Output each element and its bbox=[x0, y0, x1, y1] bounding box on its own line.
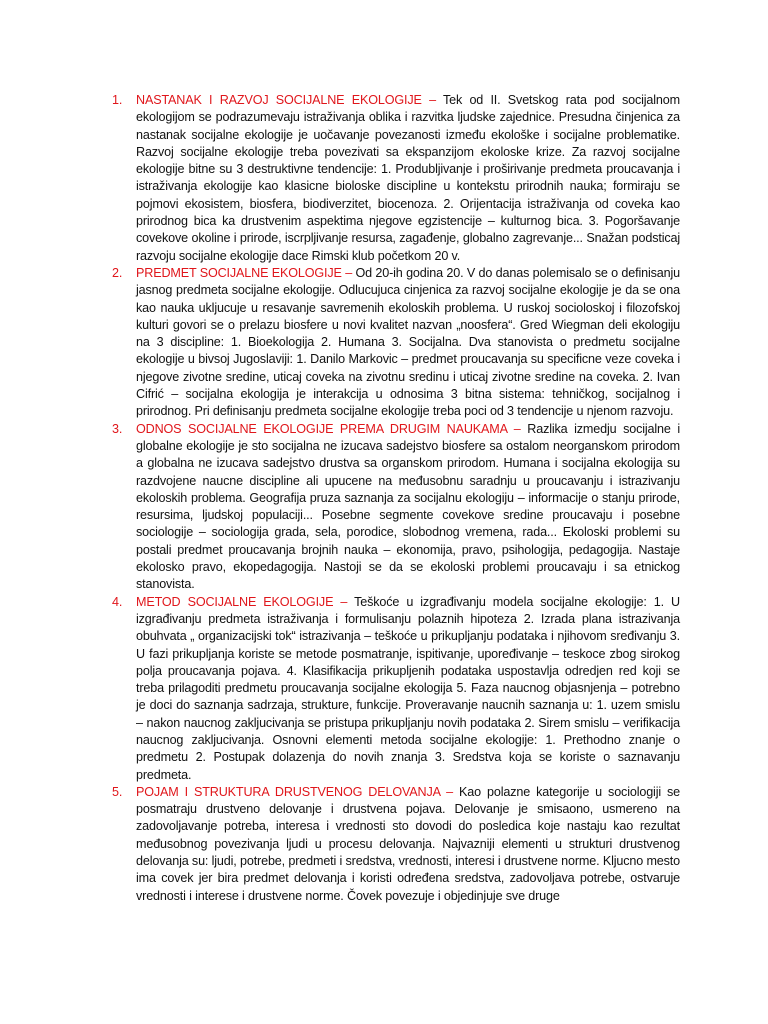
list-item bbox=[112, 92, 680, 265]
item-number: 1. bbox=[112, 93, 123, 107]
item-number: 4. bbox=[112, 594, 123, 609]
item-number: 5. bbox=[112, 784, 123, 799]
list-item bbox=[112, 784, 680, 905]
list-item bbox=[112, 421, 680, 594]
section-body: Tek od II. Svetskog rata pod socijalnom ekologijom se podrazumevaju istraživanja oblika i razvitka ljudske zajednice. Presudna činjenica za nastanak socijalne ekologije je uočavanje povezanosti između ekološke i socijalne problematike. Razvoj socijalne ekologije treba povezivati sa ekspanzijom ekoloske krize. Za razvoj socijalne ekologije bitne su 3 destruktivne tendencije: 1. Produbljivanje i proširivanje predmeta proucavanja i istraživanja ekologije kao klasicne bioloske discipline u kontekstu prirodnih nauka; formiraju se pojmovi ekosistem, biosfera, biodiverzitet, biocenoza. 2. Orijentacija istraživanja od coveka kao prirodnog bica ka drustvenim aspektima njegove egzistencije – kulturnog bica. 3. Pogoršavanje covekove okoline i prirode, iscrpljivanje resursa, zagađenje, globalno zagrevanje... Snažan podsticaj razvoju socijalne ekologije dace Rimski klub početkom 20 v. bbox=[136, 93, 680, 263]
section-heading: PREDMET SOCIJALNE EKOLOGIJE – bbox=[136, 265, 353, 280]
section-body: Razlika izmedju socijalne i globalne ekologije je sto socijalna ne izucava sadejstvo biosfere sa ostalom neorganskom prirodom a globalna ne izucava sadejstvo drustva sa organskom prirodom. Humana i socijalna ekologija su razdvojene naucne discipline ali upucene na međusobnu saradnju u proucavanju i istrazivanju ekoloskih problema. Geografija pruza saznanja za socijalnu ekologiju – informacije o stanju prirode, resursima, ljudskoj populaciji... Posebne segmente covekove sredine proucavaju i posebne sociologije – sociologija grada, sela, porodice, slobodnog vremena, rada... Ekoloski problemi su postali predmet proucavanja brojnih nauka – ekonomija, pravo, psihologija, pedagogija. Nastaje ekolosko pravo, ekopedagogija. Nastoji se da se ekoloski problemi proucavaju i sa etnickog stanovista. bbox=[136, 421, 680, 592]
section-body: Kao polazne kategorije u sociologiji se posmatraju drustveno delovanje i drustvena pojava. Delovanje je smisaono, usmereno na zadovoljavanje potreba, interesa i vrednosti sto dovodi do posledica koje nastaju kao rezultat međusobnog povezivanja ljudi u procesu delovanja. Najvazniji elementi u strukturi drustvenog delovanja su: ljudi, potrebe, predmeti i sredstva, vrednosti, interesi i drustvene norme. Kljucno mesto ima covek jer bira predmet delovanja i koristi određena sredstva, zadovoljava potrebe, ostvaruje vrednosti i interese i drustvene norme. Čovek povezuje i objedinjuje sve druge bbox=[136, 784, 680, 903]
list-item bbox=[112, 265, 680, 421]
list-item bbox=[112, 594, 680, 784]
section-heading: POJAM I STRUKTURA DRUSTVENOG DELOVANJA – bbox=[136, 784, 454, 799]
section-heading: ODNOS SOCIJALNE EKOLOGIJE PREMA DRUGIM NAUKAMA – bbox=[136, 421, 521, 436]
numbered-list bbox=[112, 92, 680, 905]
section-heading: METOD SOCIJALNE EKOLOGIJE – bbox=[136, 594, 348, 609]
item-number: 3. bbox=[112, 421, 123, 436]
item-number: 2. bbox=[112, 265, 123, 280]
section-body: Od 20-ih godina 20. V do danas polemisalo se o definisanju jasnog predmeta socijalne ekologije. Odlucujuca cinjenica za razvoj socijalne ekologije je da se ona kao nauka ukljucuje u resavanje savremenih ekoloskih problema. U ruskoj socioloskoj i filozofskoj kulturi govori se o prelazu biosfere u novi kvalitet nazvan „noosfera“. Gred Wiegman deli ekologiju na 3 discipline: 1. Bioekologija 2. Humana 3. Socijalna. Dva stanovista o predmetu socijalne ekologije u bivsoj Jugoslaviji: 1. Danilo Markovic – predmet proucavanja su specificne veze coveka i njegove zivotne sredine, uticaj coveka na zivotnu sredinu i uticaj zivotne sredine na coveka. 2. Ivan Cifrić – socijalna ekologija je interakcija u odnosima 3 bitna sistema: tehničkog, socijalnog i prirodnog. Pri definisanju predmeta socijalne ekologije treba poci od 3 tendencije u njenom razvoju. bbox=[136, 265, 680, 419]
section-body: Teškoće u izgrađivanju modela socijalne ekologije: 1. U izgrađivanju predmeta istraživanja i formulisanju polaznih hipoteza 2. Izrada plana istrazivanja obuhvata „ organizacijski tok“ istrazivanja – teškoće u prikupljanju podataka i njihovom sređivanju 3. U fazi prikupljanja koriste se metode posmatranje, ispitivanje, upoređivanje – teskoce zbog sirokog polja proucavanja pojava. 4. Klasifikacija prikupljenih podataka uspostavlja odredjen red koji se treba prilagoditi predmetu proucavanja socijalne ekologija 5. Faza naucnog objasnjenja – potrebno je doci do saznanja sadrzaja, strukture, funkcije. Proveravanje naucnih saznanja u: 1. uzem smislu – nakon naucnog zakljucivanja se pristupa prikupljanju novih podataka 2. Sirem smislu – verifikacija naucnog zakljucivanja. Osnovni elementi metoda socijalne ekologije: 1. Prethodno znanje o predmetu 2. Postupak dolazenja do novih znanja 3. Sredstva koja se koriste o saznavanju predmeta. bbox=[136, 594, 680, 782]
section-heading: NASTANAK I RAZVOJ SOCIJALNE EKOLOGIJE – bbox=[136, 93, 436, 107]
